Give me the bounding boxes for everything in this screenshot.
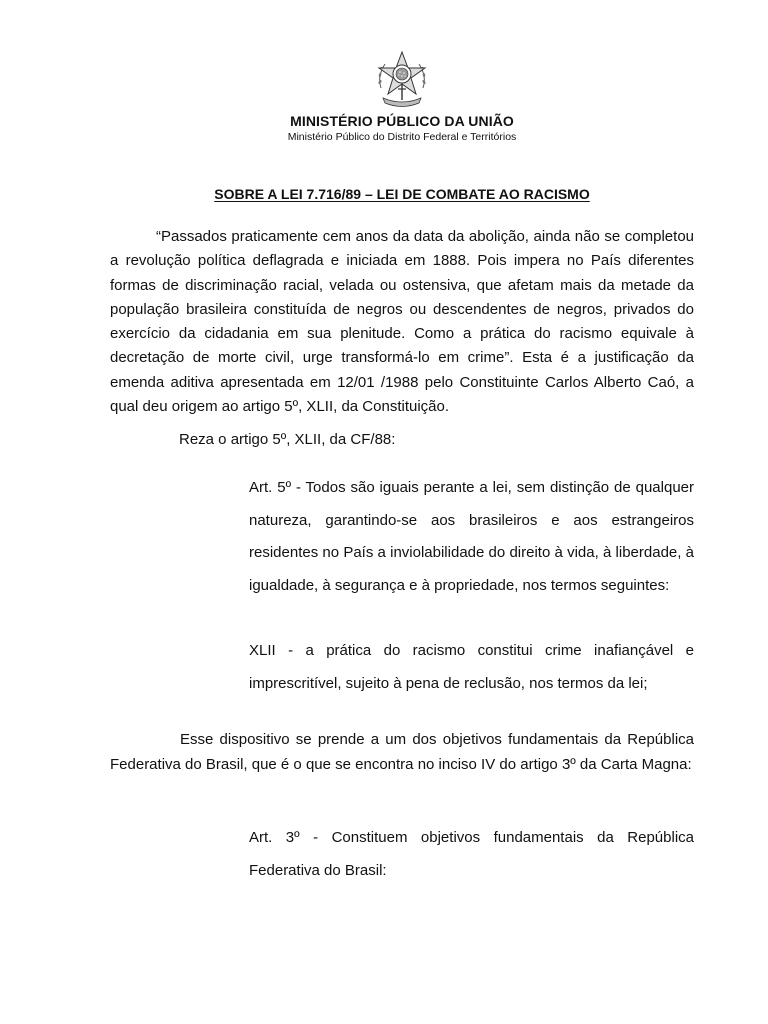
institution-subtitle: Ministério Público do Distrito Federal e Territórios: [287, 131, 517, 143]
body-paragraph-1: “Passados praticamente cem anos da data da abolição, ainda não se completou a revolução política deflagrada e iniciada em 1888. Pois impera no País diferentes formas de discriminação racial, velada ou ostensiva, que afetam mais da metade da população brasileira constituída de negros ou descendentes de negros, privados do exercício da cidadania em sua plenitude. Como a prática do racismo equivale à decretação de morte civil, urge transformá-lo em crime”. Esta é a justificação da emenda aditiva apresentada em 12/01 /1988 pelo Constituinte Carlos Alberto Caó, a qual deu origem ao artigo 5º, XLII, da Constituição.: [110, 228, 694, 416]
quote-inciso-xlii: XLII - a prática do racismo constitui crime inafiançável e imprescritível, sujeito à pena de reclusão, nos termos da lei;: [249, 642, 694, 692]
body-paragraph-2: Reza o artigo 5º, XLII, da CF/88:: [179, 431, 396, 448]
institution-title: MINISTÉRIO PÚBLICO DA UNIÃO: [290, 113, 514, 129]
coat-of-arms-brazil-icon: [371, 48, 433, 110]
quote-article-3: Art. 3º - Constituem objetivos fundamentais da República Federativa do Brasil:: [249, 829, 694, 879]
quote-article-5: Art. 5º - Todos são iguais perante a lei, sem distinção de qualquer natureza, garantindo-se aos brasileiros e aos estrangeiros residentes no País a inviolabilidade do direito à vida, à liberdade, à igualdade, à segurança e à propriedade, nos termos seguintes:: [249, 479, 694, 594]
body-paragraph-3: Esse dispositivo se prende a um dos objetivos fundamentais da República Federativa do Brasil, que é o que se encontra no inciso IV do artigo 3º da Carta Magna:: [110, 731, 694, 773]
document-title: SOBRE A LEI 7.716/89 – LEI DE COMBATE AO RACISMO: [214, 186, 590, 202]
